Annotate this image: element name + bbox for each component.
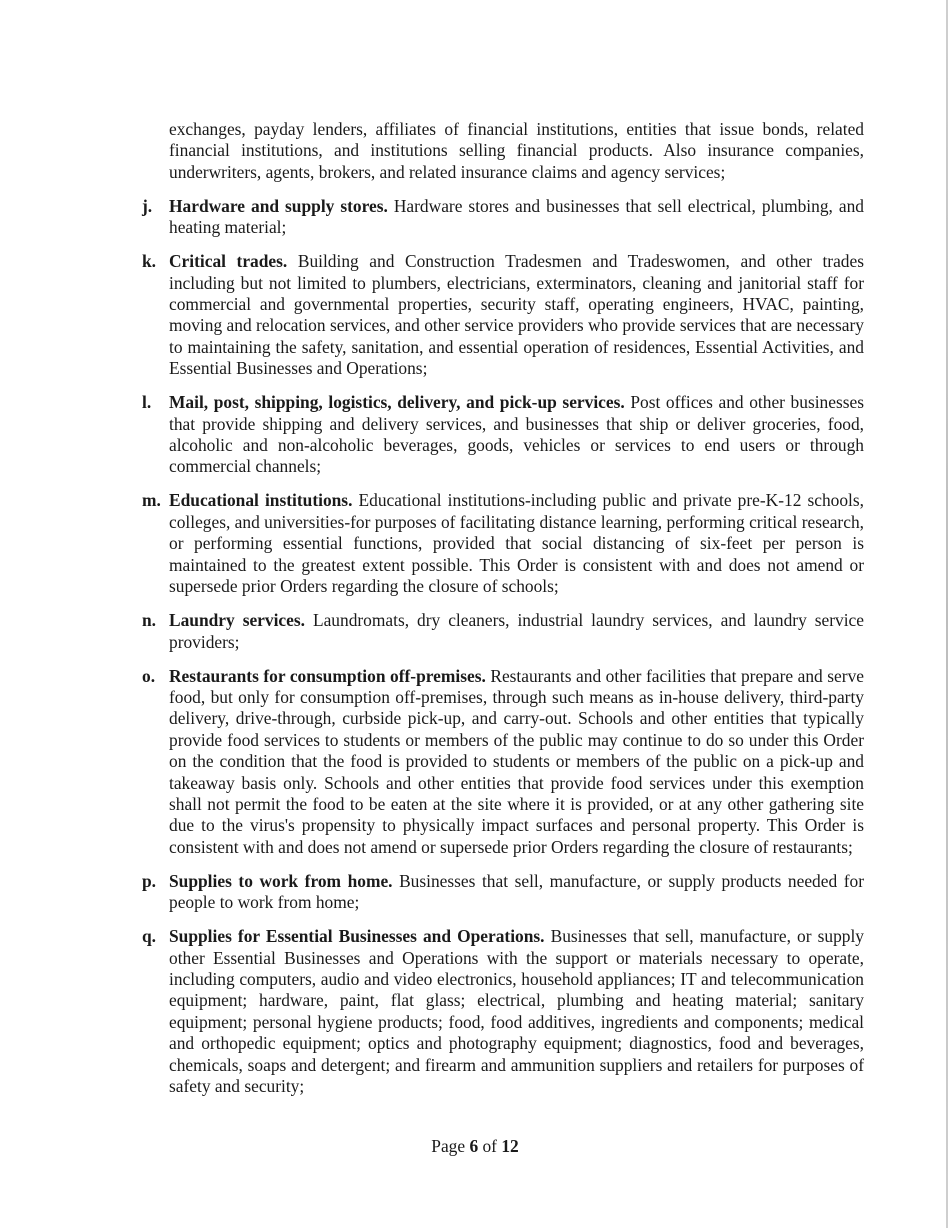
list-item-heading: Mail, post, shipping, logistics, delivery, and pick-up services.: [169, 392, 625, 413]
list-item-letter: k.: [142, 251, 157, 272]
list-item-l: [142, 392, 864, 478]
page-of-label: of: [478, 1136, 502, 1156]
list-item-heading: Restaurants for consumption off-premises.: [169, 665, 486, 686]
list-item-body: Post offices and other businesses that provide shipping and delivery services, and businesses that ship or deliver groceries, food, alcoholic and non-alcoholic beverages, goods, vehicles or services to end users or through commercial channels;: [169, 392, 864, 477]
list-item-heading: Educational institutions.: [169, 490, 353, 511]
list-item-body: Businesses that sell, manufacture, or supply products needed for people to work from home;: [169, 870, 864, 913]
total-page-count: 12: [501, 1136, 519, 1156]
list-item-letter: j.: [142, 195, 153, 216]
list-item-o: [142, 666, 864, 859]
list-item-text: [169, 251, 864, 379]
list-item-body: Restaurants and other facilities that prepare and serve food, but only for consumption off-premises, through such means as in-house delivery, third-party delivery, drive-through, curbside pick-up, and carry-out. Schools and other entities that typically provide food services to students or members of the public may continue to do so under this Order on the condition that the food is provided to students or members of the public on a pick-up and takeaway basis only. Schools and other entities that provide food services under this exemption shall not permit the food to be eaten at the site where it is provided, or at any other gathering site due to the virus's propensity to physically impact surfaces and personal property. This Order is consistent with and does not amend or supersede prior Orders regarding the closure of restaurants;: [169, 665, 864, 857]
list-item-body: Building and Construction Tradesmen and Tradeswomen, and other trades including but not limited to plumbers, electricians, exterminators, cleaning and janitorial staff for commercial and governmental properties, security staff, operating engineers, HVAC, painting, moving and relocation services, and other service providers who provide services that are necessary to maintaining the safety, sanitation, and essential operation of residences, Essential Activities, and Essential Businesses and Operations;: [169, 251, 864, 379]
list-item-heading: Supplies to work from home.: [169, 870, 393, 891]
page-edge: [946, 0, 948, 1228]
list-item-p: [142, 871, 864, 914]
list-item-k: [142, 251, 864, 379]
list-item-letter: o.: [142, 665, 156, 686]
list-item-letter: m.: [142, 490, 161, 511]
list-item-heading: Supplies for Essential Businesses and Operations.: [169, 926, 545, 947]
list-item-body: Hardware stores and businesses that sell electrical, plumbing, and heating material;: [169, 195, 864, 238]
list-item-text: [169, 490, 864, 597]
page-number-footer: [0, 1136, 950, 1157]
list-item-heading: Hardware and supply stores.: [169, 195, 388, 216]
list-item-letter: q.: [142, 926, 157, 947]
list-item-heading: Laundry services.: [169, 610, 305, 631]
list-item-text: [169, 392, 864, 478]
list-item-body: Educational institutions-including public and private pre-K-12 schools, colleges, and universities-for purposes of facilitating distance learning, performing critical research, or performing essential functions, provided that social distancing of six-feet per person is maintained to the greatest extent possible. This Order is consistent with and does not amend or supersede prior Orders regarding the closure of schools;: [169, 490, 865, 597]
list-item-body: Laundromats, dry cleaners, industrial laundry services, and laundry service providers;: [169, 610, 864, 652]
list-item-text: [169, 871, 864, 914]
current-page-number: 6: [469, 1136, 479, 1156]
list-item-letter: n.: [142, 610, 157, 631]
list-item-text: [169, 666, 864, 859]
list-item-j: [142, 196, 864, 239]
intro-paragraph: exchanges, payday lenders, affiliates of financial institutions, entities that issue bonds, related financial institutions, and institutions selling financial products. Also insurance companies, underwriters, agents, brokers, and related insurance claims and agency services;: [169, 119, 864, 182]
list-item-q: [142, 926, 864, 1097]
list-item-body: Businesses that sell, manufacture, or supply other Essential Businesses and Operations with the support or materials necessary to operate, including computers, audio and video electronics, household appliances; IT and telecommunication equipment; hardware, paint, flat glass; electrical, plumbing and heating material; sanitary equipment; personal hygiene products; food, food additives, ingredients and components; medical and orthopedic equipment; optics and photography equipment; diagnostics, food and beverages, chemicals, soaps and detergent; and firearm and ammunition suppliers and retailers for purposes of safety and security;: [169, 926, 864, 1096]
document-body: [142, 119, 864, 1097]
list-item-text: [169, 196, 864, 239]
list-item-heading: Critical trades.: [169, 251, 288, 272]
list-item-n: [142, 610, 864, 653]
list-item-m: [142, 490, 864, 597]
list-item-letter: l.: [142, 392, 152, 413]
list-item-text: [169, 610, 864, 653]
list-item-text: [169, 926, 864, 1097]
list-item-letter: p.: [142, 870, 157, 891]
page-label: Page: [431, 1136, 470, 1156]
